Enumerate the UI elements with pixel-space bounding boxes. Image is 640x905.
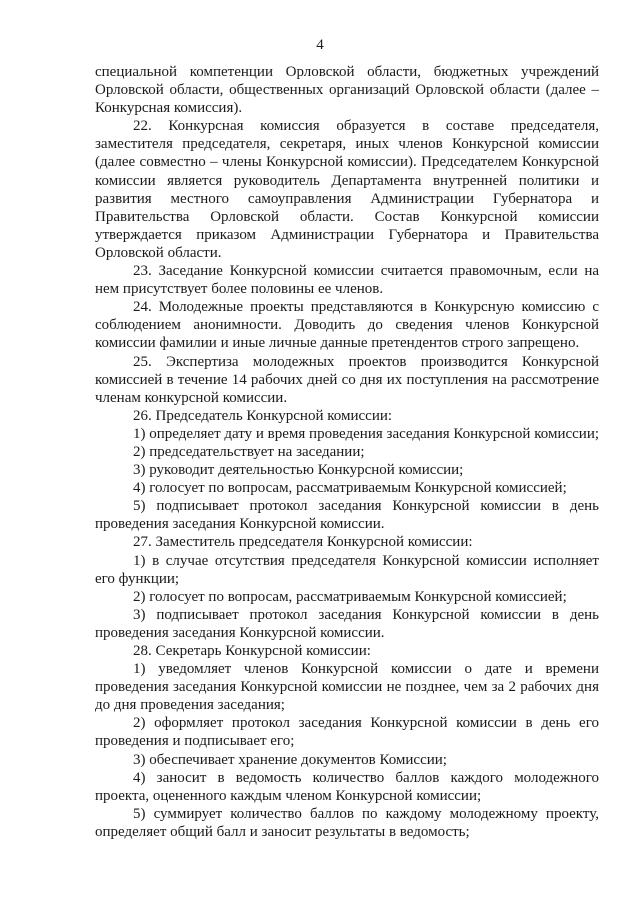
paragraph: 5) суммирует количество баллов по каждому молодежному проекту, определяет общий балл и заносит результаты в ведомость;	[95, 805, 599, 840]
paragraph: 1) определяет дату и время проведения заседания Конкурсной комиссии;	[133, 425, 600, 442]
paragraph: 2) оформляет протокол заседания Конкурсной комиссии в день его проведения и подписывает его;	[95, 715, 599, 750]
paragraph: 27. Заместитель председателя Конкурсной комиссии:	[133, 534, 473, 551]
paragraph: 4) голосует по вопросам, рассматриваемым Конкурсной комиссией;	[133, 480, 567, 497]
paragraph: 1) уведомляет членов Конкурсной комиссии о дате и времени проведения заседания Конкурсной комиссии не позднее, чем за 2 рабочих дня до дня проведения заседания;	[95, 661, 599, 714]
paragraph: 2) председательствует на заседании;	[133, 443, 365, 460]
paragraph: 3) подписывает протокол заседания Конкурсной комиссии в день проведения заседания Конкурсной комиссии.	[95, 606, 599, 641]
paragraph: 25. Экспертиза молодежных проектов производится Конкурсной комиссией в течение 14 рабочих дней со дня их поступления на рассмотрение членам конкурсной комиссии.	[95, 353, 599, 406]
document-body	[95, 63, 599, 841]
paragraph: 28. Секретарь Конкурсной комиссии:	[133, 643, 371, 659]
paragraph: 22. Конкурсная комиссия образуется в составе председателя, заместителя председателя, секретаря, иных членов Конкурсной комиссии (далее совместно – члены Конкурсной комиссии). Председателем Конкурсной комиссии является руководитель Департамента внутренней политики и развития местного самоуправления Администрации Губернатора и Правительства Орловской области. Состав Конкурсной комиссии утверждается приказом Администрации Губернатора и Правительства Орловской области.	[95, 118, 599, 261]
paragraph: 3) руководит деятельностью Конкурсной комиссии;	[133, 462, 464, 479]
paragraph: 1) в случае отсутствия председателя Конкурсной комиссии исполняет его функции;	[95, 552, 599, 587]
paragraph: 5) подписывает протокол заседания Конкурсной комиссии в день проведения заседания Конкурсной комиссии.	[95, 498, 599, 533]
paragraph: 26. Председатель Конкурсной комиссии:	[133, 407, 393, 424]
paragraph: 23. Заседание Конкурсной комиссии считается правомочным, если на нем присутствует более половины ее членов.	[95, 263, 599, 298]
paragraph: 3) обеспечивает хранение документов Комиссии;	[133, 751, 447, 768]
paragraph: 24. Молодежные проекты представляются в Конкурсную комиссию с соблюдением анонимности. Доводить до сведения членов Конкурсной комиссии фамилии и иные личные данные претендентов строго запрещено.	[95, 299, 599, 352]
page-number: 4	[316, 37, 324, 53]
paragraph: специальной компетенции Орловской области, бюджетных учреждений Орловской области, общественных организаций Орловской области (далее – Конкурсная комиссия).	[95, 64, 599, 117]
paragraph: 2) голосует по вопросам, рассматриваемым Конкурсной комиссией;	[133, 588, 567, 605]
paragraph: 4) заносит в ведомость количество баллов каждого молодежного проекта, оцененного каждым членом Конкурсной комиссии;	[95, 769, 599, 804]
